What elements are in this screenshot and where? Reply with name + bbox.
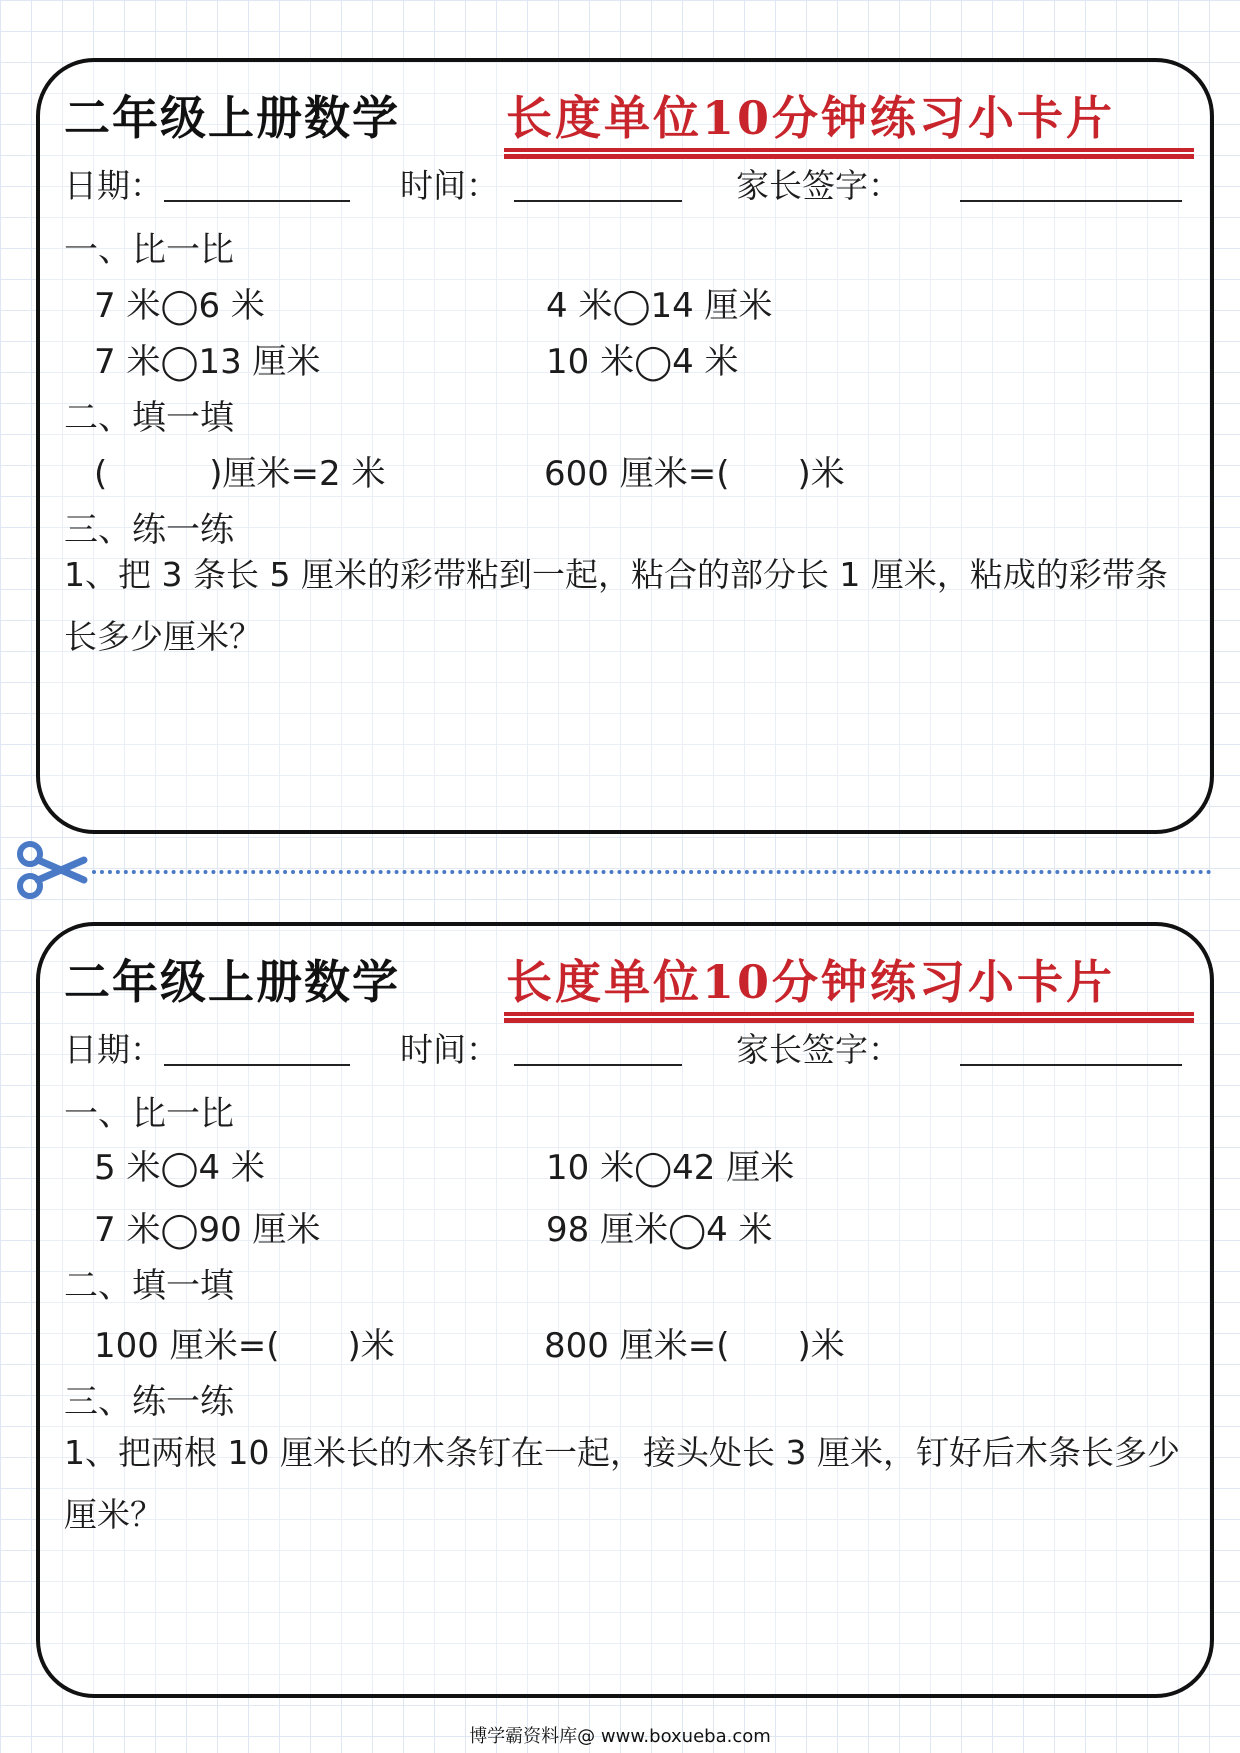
exercise-card-2 [36,922,1214,1698]
compare-item[interactable]: 7 米◯13 厘米 [94,342,321,382]
dotted-cut-line [92,870,1212,874]
compare-item[interactable]: 7 米◯90 厘米 [94,1210,321,1250]
card-title-grade: 二年级上册数学 [64,955,400,1009]
fill-item[interactable]: 600 厘米=( )米 [544,454,845,494]
title-underline [504,1012,1194,1018]
word-problem: 1、把 3 条长 5 厘米的彩带粘到一起，粘合的部分长 1 厘米，粘成的彩带条长多少厘米？ [64,555,1168,656]
parent-sign-label: 家长签字： [736,166,901,205]
section-fill-title: 二、填一填 [64,1266,234,1306]
time-label: 时间： [400,1030,499,1069]
compare-item[interactable]: 10 米◯4 米 [546,342,739,382]
date-field[interactable] [164,1064,350,1066]
compare-item[interactable]: 98 厘米◯4 米 [546,1210,773,1250]
fill-item[interactable]: ( )厘米=2 米 [94,454,386,494]
card-title-row [64,82,1194,162]
footer-watermark: 博学霸资料库@ www.boxueba.com [469,1726,771,1747]
date-label: 日期： [64,166,163,205]
section-practice-title: 三、练一练 [64,1382,234,1422]
section-compare-title: 一、比一比 [64,1094,234,1134]
date-field[interactable] [164,200,350,202]
compare-item[interactable]: 10 米◯42 厘米 [546,1148,795,1188]
card-title-topic: 长度单位10分钟练习小卡片 [506,91,1116,145]
time-field[interactable] [514,200,682,202]
meta-row [64,160,1194,210]
title-underline [504,148,1194,154]
compare-item[interactable]: 7 米◯6 米 [94,286,265,326]
section-fill-title: 二、填一填 [64,398,234,438]
card-title-row [64,946,1194,1026]
fill-item[interactable]: 100 厘米=( )米 [94,1326,395,1366]
time-label: 时间： [400,166,499,205]
meta-row [64,1024,1194,1074]
card-title-topic: 长度单位10分钟练习小卡片 [506,955,1116,1009]
section-compare-title: 一、比一比 [64,230,234,270]
card-title-grade: 二年级上册数学 [64,91,400,145]
compare-item[interactable]: 5 米◯4 米 [94,1148,265,1188]
parent-sign-field[interactable] [960,1064,1182,1066]
date-label: 日期： [64,1030,163,1069]
exercise-card-1 [36,58,1214,834]
word-problem: 1、把两根 10 厘米长的木条钉在一起，接头处长 3 厘米，钉好后木条长多少厘米？ [64,1433,1180,1534]
compare-item[interactable]: 4 米◯14 厘米 [546,286,773,326]
fill-item[interactable]: 800 厘米=( )米 [544,1326,845,1366]
parent-sign-field[interactable] [960,200,1182,202]
parent-sign-label: 家长签字： [736,1030,901,1069]
time-field[interactable] [514,1064,682,1066]
section-practice-title: 三、练一练 [64,510,234,550]
cut-line [0,840,1240,900]
scissors-icon [12,840,92,900]
